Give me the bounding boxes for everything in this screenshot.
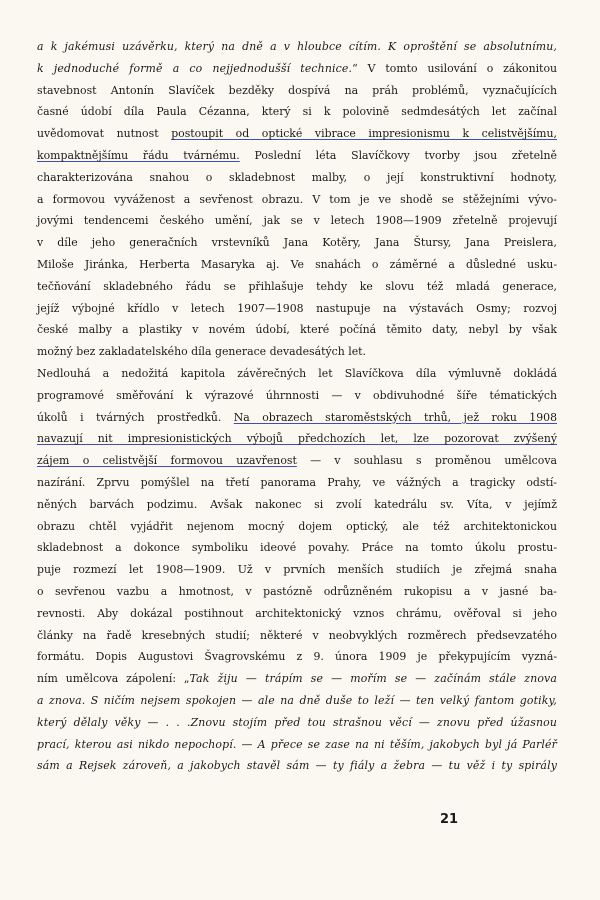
text-line	[37, 428, 557, 450]
text-line	[37, 36, 557, 58]
text-line	[37, 472, 557, 494]
italic-quote-text: který dělaly věky — . . .Znovu stojím před tou strašnou věcí — znovu před úžasnou	[37, 715, 557, 729]
text-segment: ním umělcova zápolení: „	[37, 672, 190, 686]
text-line	[37, 210, 557, 232]
text-segment: stavebnost Antonín Slavíček bezděky dospívá na práh problémů, vyznačujících	[37, 83, 557, 97]
underlined-text: postoupit od optické vibrace impresionismu k celistvějšímu,	[171, 127, 557, 141]
text-segment: charakterizována snahou o skladebnost malby, o její konstruktivní hodnoty,	[37, 170, 557, 184]
text-segment: úkolů i tvárných prostředků.	[37, 410, 234, 424]
text-line	[37, 450, 557, 472]
text-segment: Poslední léta Slavíčkovy tvorby jsou zřetelně	[239, 148, 557, 162]
text-line	[37, 363, 557, 385]
page-number: 21	[440, 812, 459, 827]
italic-quote-text: sám a Rejsek zároveň, a jakobych stavěl sám — ty fiály a žebra — tu věž i ty spirály	[37, 759, 557, 773]
text-line	[37, 734, 557, 756]
text-line	[37, 559, 557, 581]
text-segment: nazírání. Zprvu pomýšlel na třetí panorama Prahy, ve vážných a tragicky odstí-	[37, 475, 557, 489]
italic-quote-text: prací, kterou asi nikdo nepochopí. — A přece se zase na ni těším, jakobych byl já Parléř	[37, 737, 557, 751]
text-segment: české malby a plastiky v novém údobí, které počíná těmito daty, nebyl by však	[37, 323, 557, 337]
text-line	[37, 625, 557, 647]
text-line	[37, 298, 557, 320]
text-line	[37, 581, 557, 603]
text-line	[37, 755, 557, 777]
text-line	[37, 516, 557, 538]
text-segment: jejíž výbojné křídlo v letech 1907—1908 nastupuje na výstavách Osmy; rozvoj	[37, 301, 557, 315]
text-segment: články na řadě kresebných studií; některé v neobvyklých rozměrech předsevzatého	[37, 628, 557, 642]
text-line	[37, 58, 557, 80]
text-segment: Nedlouhá a nedožitá kapitola závěrečných let Slavíčkova díla výmluvně dokládá	[37, 366, 557, 380]
text-line	[37, 494, 557, 516]
text-line	[37, 145, 557, 167]
text-segment: jovými tendencemi českého umění, jak se v letech 1908—1909 zřetelně projevují	[37, 214, 557, 228]
text-line	[37, 276, 557, 298]
text-line	[37, 189, 557, 211]
text-line	[37, 232, 557, 254]
text-line	[37, 123, 557, 145]
underlined-text: navazují nit impresionistických výbojů předchozích let, lze pozorovat zvýšený	[37, 432, 557, 446]
text-segment: tečňování skladebného řádu se přihlašuje tehdy ke slovu též mladá generace,	[37, 279, 557, 293]
text-line	[37, 603, 557, 625]
text-segment: něných barvách podzimu. Avšak nakonec si zvolí katedrálu sv. Víta, v jejímž	[37, 497, 557, 511]
text-segment: o sevřenou vazbu a hmotnost, v pastózně odrůzněném rukopisu a v jasné ba-	[37, 584, 557, 598]
text-segment: v díle jeho generačních vrstevníků Jana Kotěry, Jana Štursy, Jana Preislera,	[37, 236, 557, 250]
text-segment: Miloše Jiránka, Herberta Masaryka aj. Ve snahách o záměrné a důsledné usku-	[37, 257, 557, 271]
text-line	[37, 690, 557, 712]
text-segment: uvědomovat nutnost	[37, 127, 172, 141]
text-line	[37, 341, 557, 363]
underlined-text: kompaktnějšímu řádu tvárnému.	[37, 148, 240, 162]
text-line	[37, 646, 557, 668]
text-line	[37, 537, 557, 559]
italic-quote-text: a znova. S ničím nejsem spokojen — ale na dně duše to leží — ten velký fantom gotiky,	[37, 693, 557, 707]
text-segment: “ V tomto usilování o zákonitou	[352, 61, 558, 75]
italic-quote-text: a k jakémusi uzávěrku, který na dně a v hloubce cítím. K oproštění se absolutnímu,	[37, 40, 557, 53]
text-line	[37, 712, 557, 734]
text-segment: obrazu chtěl vyjádřit nejenom mocný dojem optický, ale též architektonickou	[37, 519, 557, 533]
text-segment: formátu. Dopis Augustovi Švagrovskému z 9. února 1909 je překypujícím vyzná-	[37, 650, 557, 664]
text-line	[37, 167, 557, 189]
underlined-text: Na obrazech staroměstských trhů, jež roku 1908	[233, 410, 558, 424]
text-line	[37, 80, 557, 102]
text-line	[37, 101, 557, 123]
italic-quote-text: k jednoduché formě a co nejjednodušší technice.	[37, 61, 353, 75]
text-line	[37, 668, 557, 690]
text-line	[37, 254, 557, 276]
text-segment: skladebnost a dokonce symboliku ideové povahy. Práce na tomto úkolu prostu-	[37, 541, 557, 555]
text-segment: puje rozmezí let 1908—1909. Už v prvních menších studiích je zřejmá snaha	[37, 563, 557, 577]
text-line	[37, 385, 557, 407]
body-text	[37, 36, 557, 777]
text-segment: programové směřování k výrazové úhrnnosti — v obdivuhodné šíře tématických	[37, 388, 557, 402]
text-segment: časné údobí díla Paula Cézanna, který si k polovině sedmdesátých let začínal	[37, 105, 557, 119]
italic-quote-text: Tak žiju — trápím se — mořím se — začínám stále znova	[189, 672, 558, 686]
text-line	[37, 319, 557, 341]
text-segment: možný bez zakladatelského díla generace devadesátých let.	[37, 345, 367, 359]
underlined-text: zájem o celistvější formovou uzavřenost	[37, 454, 297, 468]
text-segment: — v souhlasu s proměnou umělcova	[296, 454, 557, 468]
text-segment: revnosti. Aby dokázal postihnout architektonický vznos chrámu, ověřoval si jeho	[37, 606, 557, 620]
text-segment: a formovou vyváženost a sevřenost obrazu. V tom je ve shodě se stěžejními vývo-	[37, 192, 557, 206]
text-line	[37, 407, 557, 429]
